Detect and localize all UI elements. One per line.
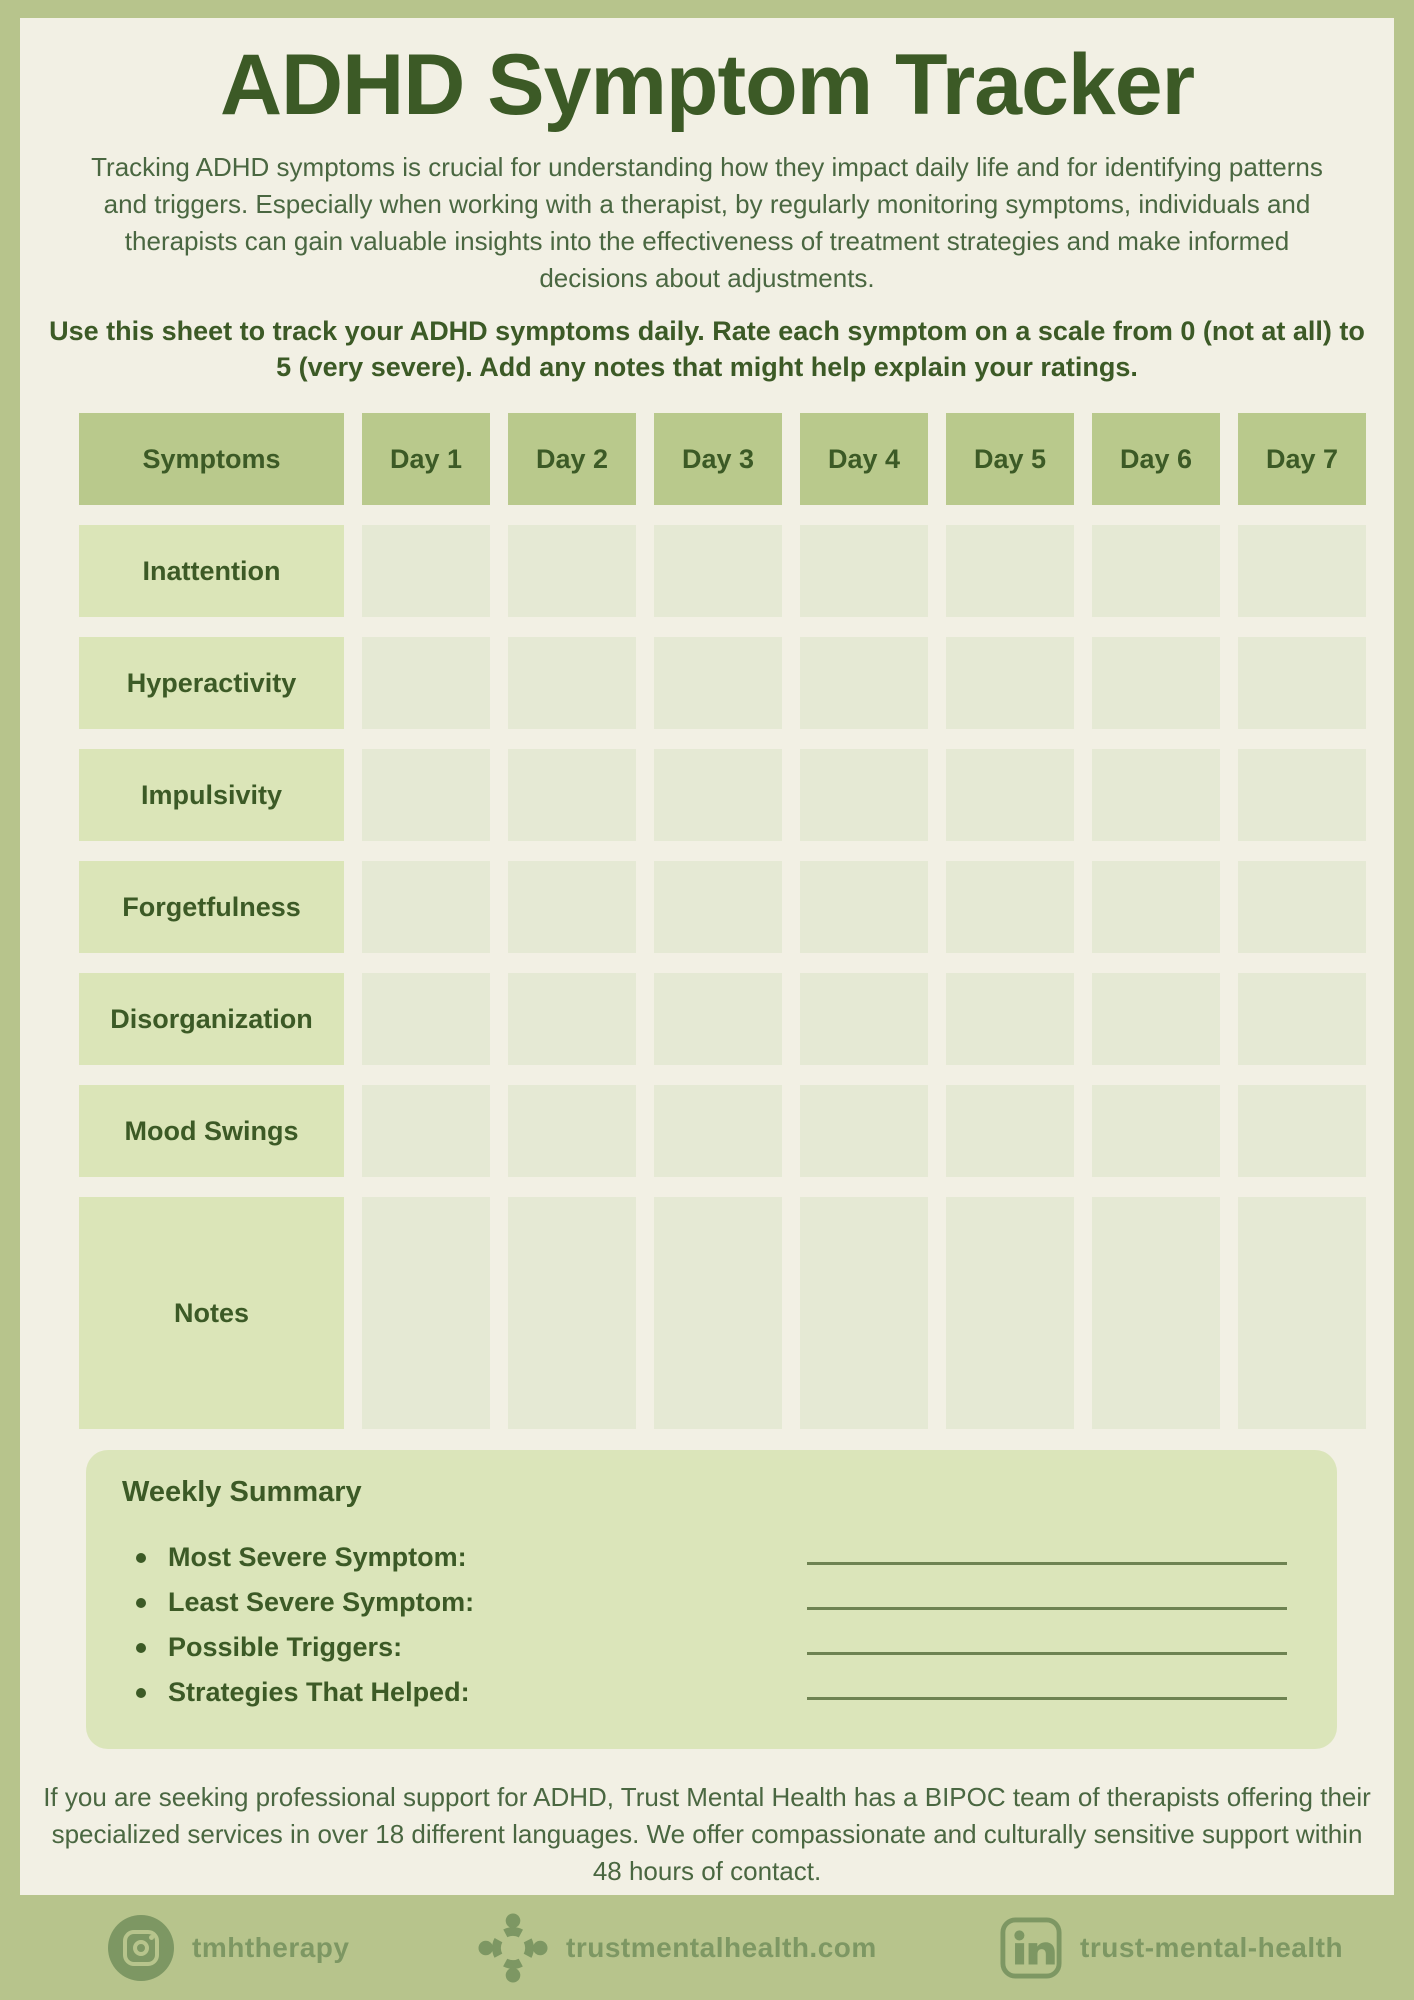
rating-cell-impulsivity-day-5[interactable]	[946, 749, 1074, 841]
bullet-dot	[136, 1553, 146, 1563]
symptom-label-mood-swings: Mood Swings	[79, 1085, 344, 1177]
table-header-day-4: Day 4	[800, 413, 928, 505]
rating-cell-disorganization-day-1[interactable]	[362, 973, 490, 1065]
rating-cell-disorganization-day-3[interactable]	[654, 973, 782, 1065]
footer-bar	[0, 1895, 1414, 2000]
notes-cell-day-7[interactable]	[1238, 1197, 1366, 1429]
rating-cell-disorganization-day-6[interactable]	[1092, 973, 1220, 1065]
rating-cell-hyperactivity-day-7[interactable]	[1238, 637, 1366, 729]
rating-cell-forgetfulness-day-1[interactable]	[362, 861, 490, 953]
intro-paragraph: Tracking ADHD symptoms is crucial for understanding how they impact daily life and for identifying patterns and triggers. Especially when working with a therapist, by regularly monitoring symptoms, individuals and therapists can gain valuable insights into the effectiveness of treatment strategies and make informed decisions about adjustments.	[91, 152, 1323, 294]
trust-mental-health-logo-icon	[478, 1913, 548, 1983]
instagram-icon	[108, 1915, 174, 1981]
summary-item-least-severe-symptom-	[122, 1580, 1301, 1625]
symptom-label-inattention: Inattention	[79, 525, 344, 617]
rating-cell-impulsivity-day-6[interactable]	[1092, 749, 1220, 841]
notes-cell-day-4[interactable]	[800, 1197, 928, 1429]
worksheet-page	[20, 18, 1394, 1895]
table-header-day-6: Day 6	[1092, 413, 1220, 505]
rating-cell-inattention-day-7[interactable]	[1238, 525, 1366, 617]
rating-cell-disorganization-day-5[interactable]	[946, 973, 1074, 1065]
table-header-symptoms: Symptoms	[79, 413, 344, 505]
rating-cell-inattention-day-5[interactable]	[946, 525, 1074, 617]
rating-cell-forgetfulness-day-2[interactable]	[508, 861, 636, 953]
notes-label: Notes	[79, 1197, 344, 1429]
rating-cell-mood-swings-day-2[interactable]	[508, 1085, 636, 1177]
bullet-dot	[136, 1688, 146, 1698]
rating-cell-disorganization-day-7[interactable]	[1238, 973, 1366, 1065]
rating-cell-inattention-day-6[interactable]	[1092, 525, 1220, 617]
rating-cell-forgetfulness-day-7[interactable]	[1238, 861, 1366, 953]
symptom-label-forgetfulness: Forgetfulness	[79, 861, 344, 953]
rating-cell-impulsivity-day-4[interactable]	[800, 749, 928, 841]
rating-cell-mood-swings-day-5[interactable]	[946, 1085, 1074, 1177]
rating-cell-forgetfulness-day-3[interactable]	[654, 861, 782, 953]
summary-item-label: Most Severe Symptom:	[168, 1542, 467, 1573]
weekly-summary-title: Weekly Summary	[122, 1476, 362, 1509]
rating-cell-inattention-day-2[interactable]	[508, 525, 636, 617]
rating-cell-hyperactivity-day-5[interactable]	[946, 637, 1074, 729]
linkedin-handle: trust-mental-health	[1080, 1931, 1344, 1963]
rating-cell-disorganization-day-2[interactable]	[508, 973, 636, 1065]
bullet-dot	[136, 1643, 146, 1653]
rating-cell-hyperactivity-day-3[interactable]	[654, 637, 782, 729]
rating-cell-inattention-day-4[interactable]	[800, 525, 928, 617]
rating-cell-hyperactivity-day-6[interactable]	[1092, 637, 1220, 729]
rating-cell-impulsivity-day-1[interactable]	[362, 749, 490, 841]
summary-item-label: Least Severe Symptom:	[168, 1587, 475, 1618]
table-header-day-3: Day 3	[654, 413, 782, 505]
weekly-summary-box	[86, 1450, 1337, 1749]
table-header-day-5: Day 5	[946, 413, 1074, 505]
summary-item-possible-triggers-	[122, 1625, 1301, 1670]
notes-cell-day-3[interactable]	[654, 1197, 782, 1429]
instagram-lens-shape	[133, 1940, 149, 1956]
symptom-label-impulsivity: Impulsivity	[79, 749, 344, 841]
summary-write-in-line[interactable]	[807, 1670, 1287, 1700]
symptom-label-hyperactivity: Hyperactivity	[79, 637, 344, 729]
summary-write-in-line[interactable]	[807, 1535, 1287, 1565]
table-header-day-1: Day 1	[362, 413, 490, 505]
page-title: ADHD Symptom Tracker	[219, 37, 1195, 133]
notes-cell-day-1[interactable]	[362, 1197, 490, 1429]
website-link[interactable]	[478, 1913, 877, 1983]
closing-paragraph: If you are seeking professional support for ADHD, Trust Mental Health has a BIPOC team of therapists offering their specialized services in over 18 different languages. We offer compassionate and culturally sensitive support within 48 hours of contact.	[43, 1782, 1371, 1887]
rating-cell-impulsivity-day-3[interactable]	[654, 749, 782, 841]
weekly-summary-list	[122, 1535, 1301, 1715]
rating-cell-forgetfulness-day-5[interactable]	[946, 861, 1074, 953]
rating-cell-forgetfulness-day-4[interactable]	[800, 861, 928, 953]
notes-cell-day-6[interactable]	[1092, 1197, 1220, 1429]
rating-cell-hyperactivity-day-2[interactable]	[508, 637, 636, 729]
rating-cell-hyperactivity-day-1[interactable]	[362, 637, 490, 729]
rating-cell-forgetfulness-day-6[interactable]	[1092, 861, 1220, 953]
summary-item-label: Possible Triggers:	[168, 1632, 403, 1663]
summary-write-in-line[interactable]	[807, 1580, 1287, 1610]
summary-write-in-line[interactable]	[807, 1625, 1287, 1655]
website-url: trustmentalhealth.com	[566, 1931, 877, 1963]
symptom-table	[79, 413, 1394, 1429]
instagram-dot-shape	[149, 1935, 154, 1940]
instagram-link[interactable]	[108, 1915, 349, 1981]
linkedin-link[interactable]	[1000, 1917, 1343, 1979]
summary-item-strategies-that-helped-	[122, 1670, 1301, 1715]
instagram-handle: tmhtherapy	[192, 1931, 350, 1963]
rating-cell-mood-swings-day-3[interactable]	[654, 1085, 782, 1177]
instructions-paragraph: Use this sheet to track your ADHD symptoms daily. Rate each symptom on a scale from 0 (not at all) to 5 (very severe). Add any notes that might help explain your ratings.	[49, 316, 1365, 383]
rating-cell-mood-swings-day-4[interactable]	[800, 1085, 928, 1177]
summary-item-most-severe-symptom-	[122, 1535, 1301, 1580]
table-header-day-7: Day 7	[1238, 413, 1366, 505]
rating-cell-mood-swings-day-6[interactable]	[1092, 1085, 1220, 1177]
notes-cell-day-2[interactable]	[508, 1197, 636, 1429]
symptom-label-disorganization: Disorganization	[79, 973, 344, 1065]
linkedin-icon	[1000, 1917, 1062, 1979]
rating-cell-impulsivity-day-2[interactable]	[508, 749, 636, 841]
rating-cell-mood-swings-day-7[interactable]	[1238, 1085, 1366, 1177]
rating-cell-impulsivity-day-7[interactable]	[1238, 749, 1366, 841]
rating-cell-inattention-day-1[interactable]	[362, 525, 490, 617]
rating-cell-disorganization-day-4[interactable]	[800, 973, 928, 1065]
bullet-dot	[136, 1598, 146, 1608]
notes-cell-day-5[interactable]	[946, 1197, 1074, 1429]
summary-item-label: Strategies That Helped:	[168, 1677, 470, 1708]
rating-cell-inattention-day-3[interactable]	[654, 525, 782, 617]
rating-cell-hyperactivity-day-4[interactable]	[800, 637, 928, 729]
table-header-day-2: Day 2	[508, 413, 636, 505]
rating-cell-mood-swings-day-1[interactable]	[362, 1085, 490, 1177]
